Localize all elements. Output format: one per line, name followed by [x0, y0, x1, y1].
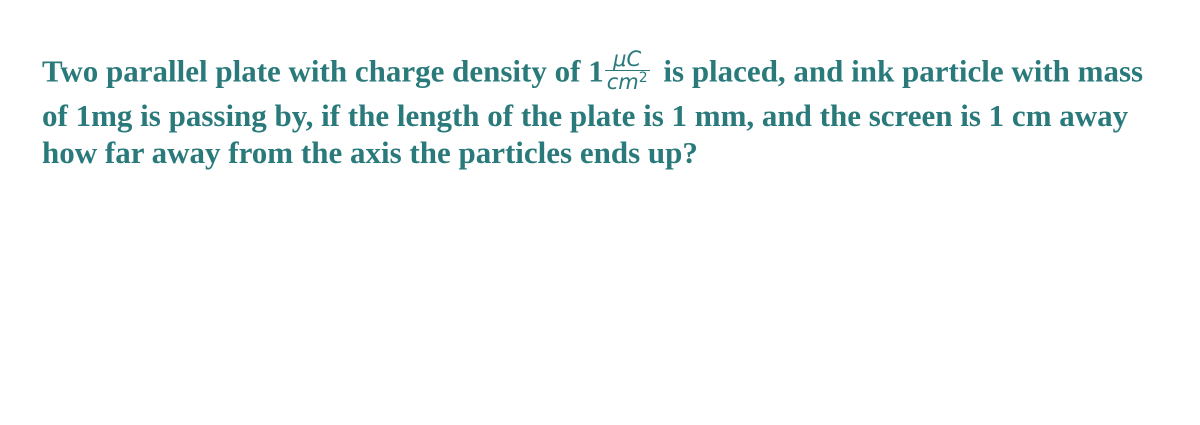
charge-density-unit-fraction: [605, 48, 650, 93]
question-part-1: Two parallel plate with charge density of 1: [42, 53, 604, 89]
unit-numerator: μC: [605, 48, 650, 71]
question-part-2: is placed, and ink particle with mass of 1mg is passing by, if the length of the plate is 1 mm, and the screen is 1 cm away how far away from the axis the particles ends up?: [42, 53, 1144, 170]
unit-denominator-exponent: 2: [638, 70, 648, 86]
question-text: [42, 47, 1162, 171]
unit-denominator-base: cm: [606, 70, 639, 94]
unit-denominator: [605, 71, 650, 93]
